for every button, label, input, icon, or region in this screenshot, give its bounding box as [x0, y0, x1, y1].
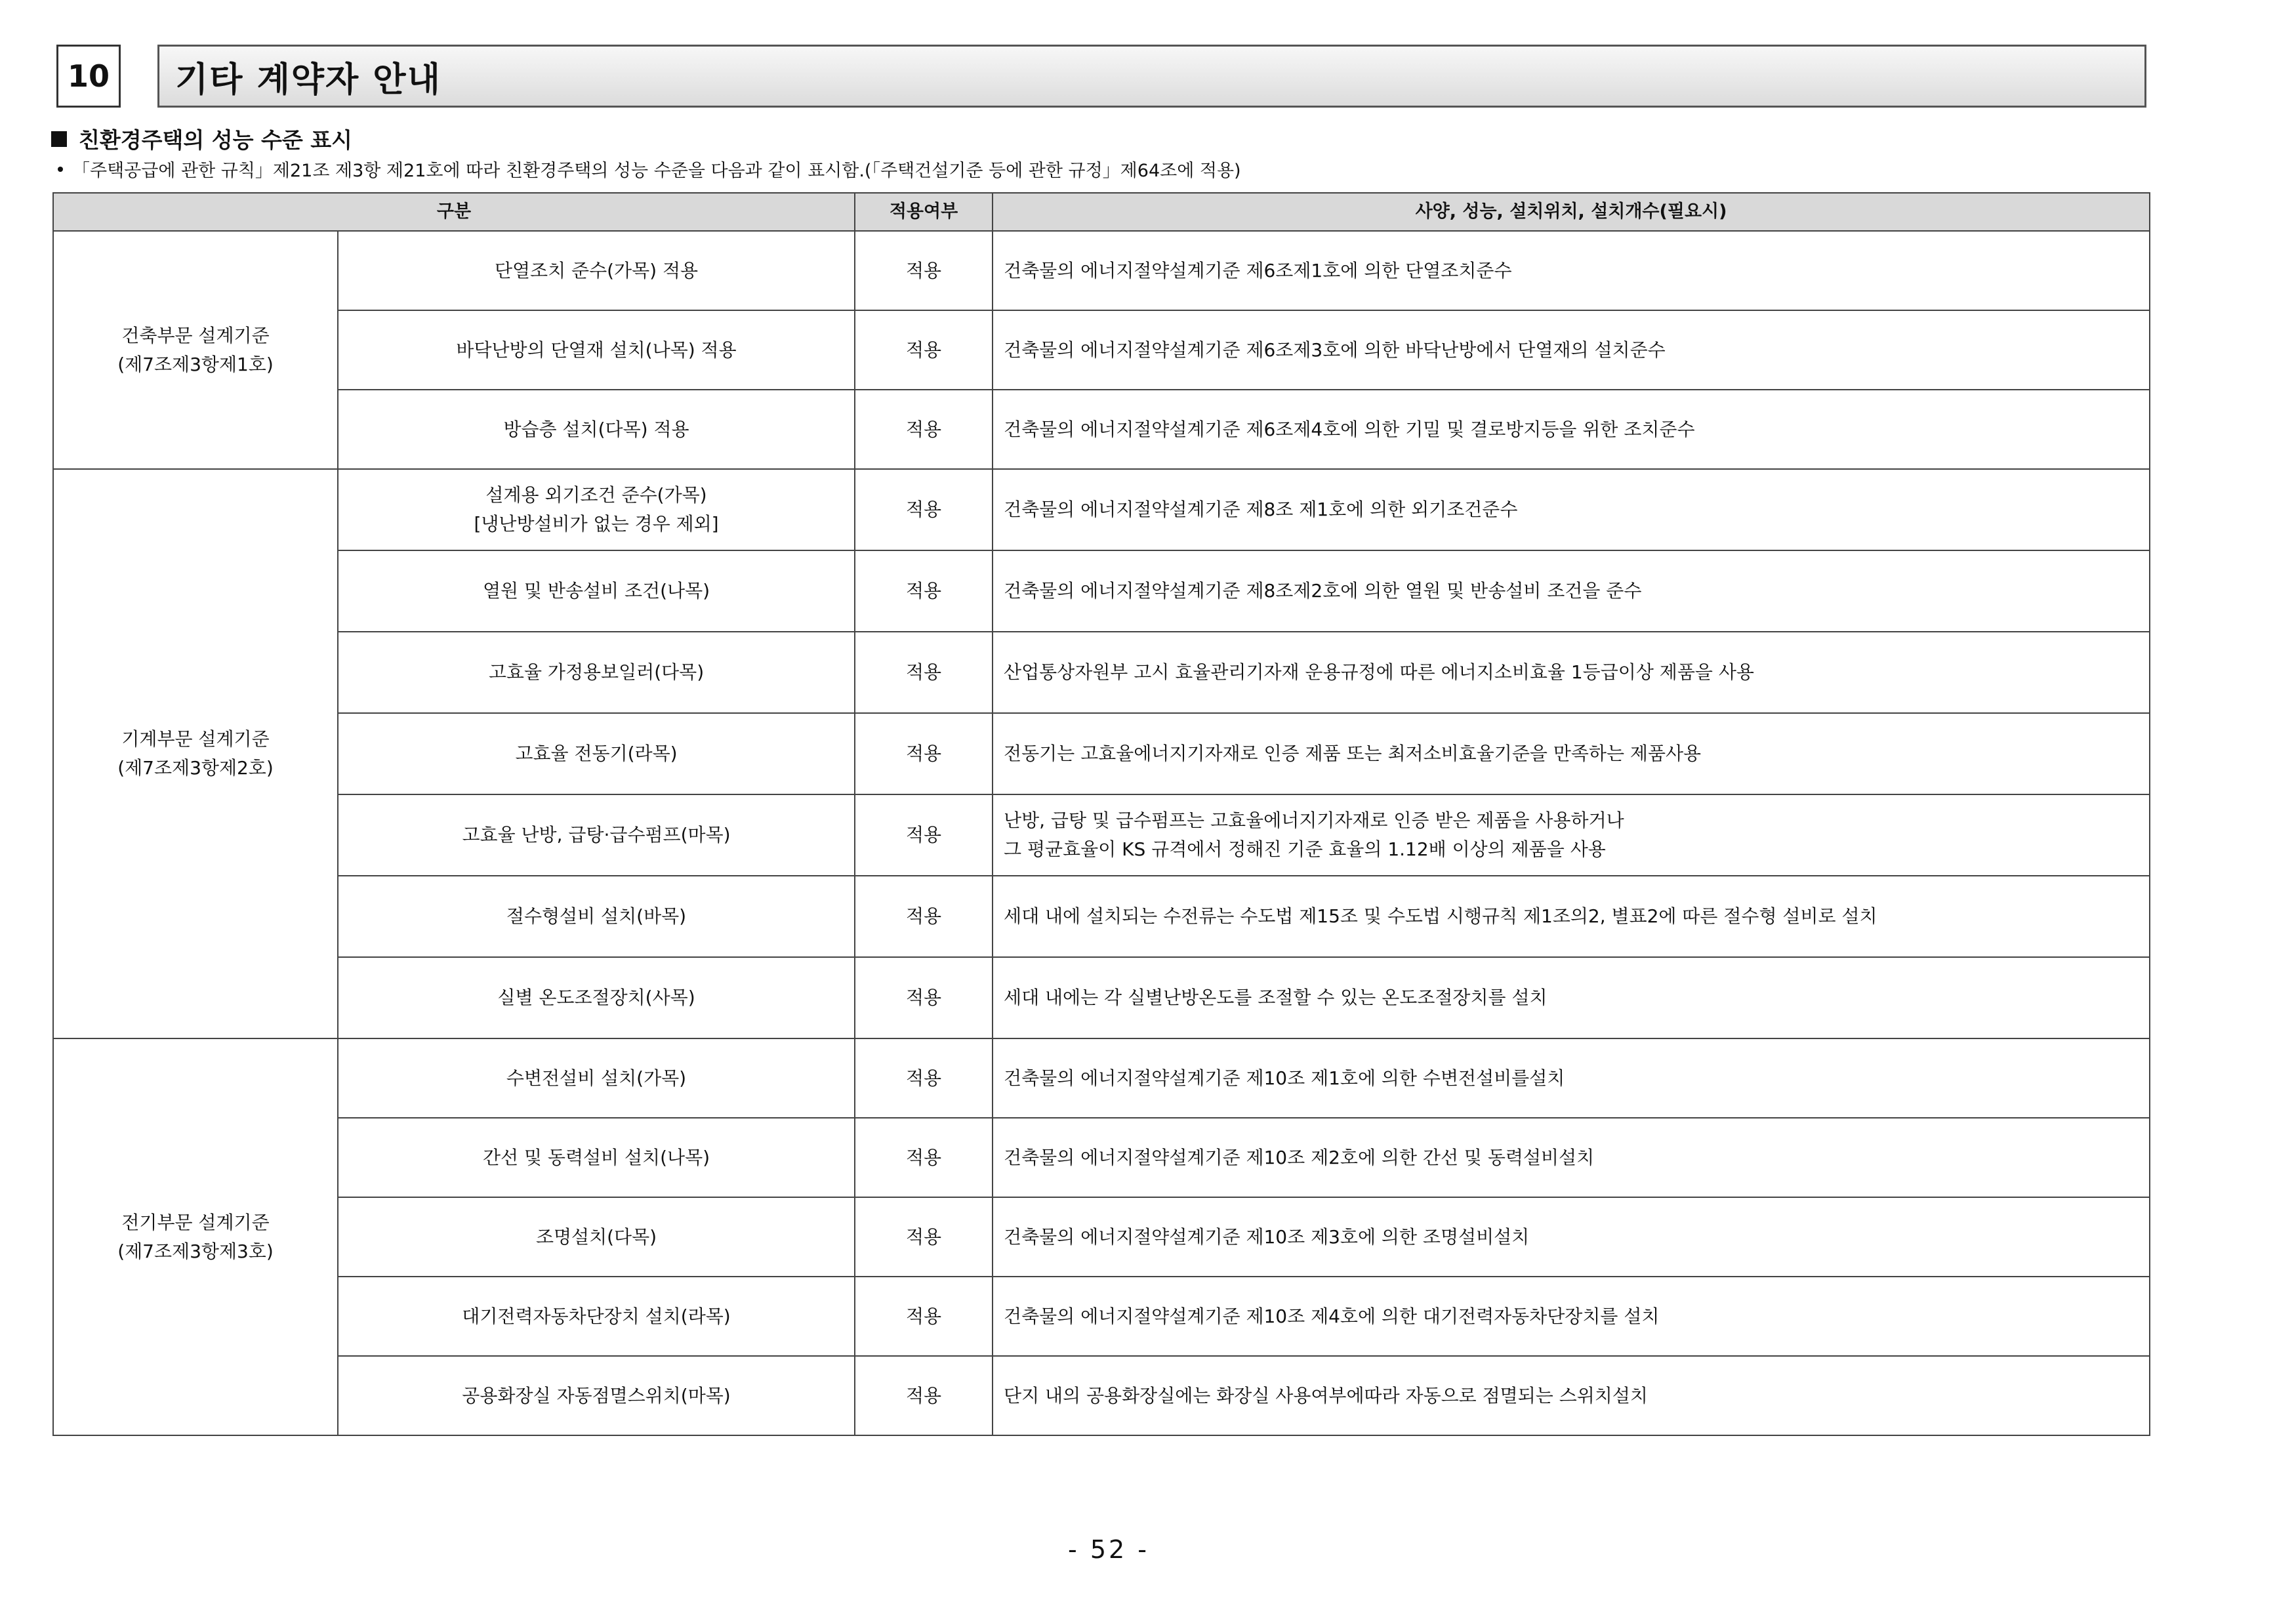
subheading-text: 친환경주택의 성능 수준 표시: [79, 127, 353, 153]
item-name: 조명설치(다목): [535, 1225, 657, 1248]
spec-cell: [993, 390, 2150, 469]
table-row: [53, 1277, 2150, 1356]
spec-text: 단지 내의 공용화장실에는 화장실 사용여부에따라 자동으로 점멸되는 스위치설치: [1004, 1384, 1648, 1406]
category-clause: (제7조제3항제3호): [117, 1240, 274, 1262]
spec-text: 세대 내에 설치되는 수전류는 수도법 제15조 및 수도법 시행규칙 제1조의2, 별표2에 따른 절수형 설비로 설치: [1004, 905, 1877, 927]
applied-cell: 적용: [855, 469, 993, 550]
category-cell: [53, 1038, 338, 1435]
spec-text: 건축물의 에너지절약설계기준 제8조제2호에 의한 열원 및 반송설비 조건을 준수: [1004, 580, 1642, 602]
item-name: 바닥난방의 단열재 설치(나목) 적용: [456, 339, 737, 361]
item-cell: [338, 1356, 855, 1435]
spec-cell: [993, 310, 2150, 390]
item-cell: [338, 469, 855, 550]
item-cell: [338, 1277, 855, 1356]
item-name: 고효율 전동기(라목): [515, 743, 678, 764]
bullet-icon: [58, 167, 63, 172]
category-clause: (제7조제3항제2호): [117, 757, 274, 779]
table-row: [53, 713, 2150, 794]
spec-cell: [993, 1038, 2150, 1118]
section-number: 10: [56, 45, 121, 108]
applied-cell: 적용: [855, 390, 993, 469]
subheading: [51, 123, 352, 154]
item-note: [냉난방설비가 없는 경우 제외]: [474, 513, 719, 535]
item-name: 수변전설비 설치(가목): [506, 1067, 687, 1089]
spec-cell: [993, 1277, 2150, 1356]
applied-cell: 적용: [855, 1118, 993, 1197]
item-name: 고효율 난방, 급탕·급수펌프(마목): [462, 824, 731, 846]
spec-text: 세대 내에는 각 실별난방온도를 조절할 수 있는 온도조절장치를 설치: [1004, 987, 1548, 1008]
table-row: [53, 390, 2150, 469]
header-category: 구분: [53, 193, 855, 231]
table-row: [53, 469, 2150, 550]
square-bullet-icon: [51, 131, 67, 147]
item-name: 대기전력자동차단장치 설치(라목): [462, 1305, 731, 1327]
table-row: [53, 876, 2150, 957]
category-name: 전기부문 설계기준: [121, 1211, 270, 1233]
item-cell: [338, 794, 855, 876]
item-cell: [338, 231, 855, 310]
applied-cell: 적용: [855, 550, 993, 632]
spec-cell: [993, 231, 2150, 310]
item-name: 열원 및 반송설비 조건(나목): [482, 580, 710, 602]
category-name: 건축부문 설계기준: [121, 324, 270, 346]
regulation-note: [58, 156, 1241, 182]
table-row: [53, 632, 2150, 713]
item-cell: [338, 1038, 855, 1118]
table-row: [53, 957, 2150, 1038]
item-cell: [338, 957, 855, 1038]
item-cell: [338, 1118, 855, 1197]
table-row: [53, 310, 2150, 390]
spec-cell: [993, 469, 2150, 550]
item-name: 방습층 설치(다목) 적용: [503, 418, 689, 440]
item-name: 실별 온도조절장치(사목): [497, 987, 695, 1008]
page-number: - 52 -: [1068, 1535, 1149, 1564]
item-name: 공용화장실 자동점멸스위치(마목): [462, 1384, 731, 1406]
table-row: [53, 550, 2150, 632]
applied-cell: 적용: [855, 632, 993, 713]
applied-cell: 적용: [855, 1277, 993, 1356]
applied-cell: 적용: [855, 310, 993, 390]
applied-cell: 적용: [855, 1197, 993, 1277]
spec-cell: [993, 957, 2150, 1038]
spec-cell: [993, 713, 2150, 794]
category-clause: (제7조제3항제1호): [117, 353, 274, 375]
table-row: [53, 231, 2150, 310]
spec-cell: [993, 1197, 2150, 1277]
header-spec: 사양, 성능, 설치위치, 설치개수(필요시): [993, 193, 2150, 231]
item-cell: [338, 713, 855, 794]
item-cell: [338, 390, 855, 469]
item-cell: [338, 310, 855, 390]
table-row: [53, 794, 2150, 876]
section-title: 기타 계약자 안내: [157, 45, 2146, 108]
item-cell: [338, 550, 855, 632]
regulation-note-text: 「주택공급에 관한 규칙」제21조 제3항 제21호에 따라 친환경주택의 성능 수준을 다음과 같이 표시함.(「주택건설기준 등에 관한 규정」제64조에 적용): [72, 161, 1241, 181]
spec-cell: [993, 876, 2150, 957]
item-name: 단열조치 준수(가목) 적용: [494, 259, 699, 281]
item-cell: [338, 1197, 855, 1277]
header-applied: 적용여부: [855, 193, 993, 231]
applied-cell: 적용: [855, 1356, 993, 1435]
applied-cell: 적용: [855, 876, 993, 957]
applied-cell: 적용: [855, 957, 993, 1038]
item-name: 절수형설비 설치(바목): [506, 905, 687, 927]
item-name: 고효율 가정용보일러(다목): [488, 661, 705, 683]
spec-text: 건축물의 에너지절약설계기준 제6조제1호에 의한 단열조치준수: [1004, 259, 1512, 281]
applied-cell: 적용: [855, 1038, 993, 1118]
category-name: 기계부문 설계기준: [121, 728, 270, 750]
item-name: 설계용 외기조건 준수(가목): [485, 484, 707, 506]
applied-cell: 적용: [855, 794, 993, 876]
table-row: [53, 1356, 2150, 1435]
table-row: [53, 1197, 2150, 1277]
spec-text: 건축물의 에너지절약설계기준 제10조 제3호에 의한 조명설비설치: [1004, 1225, 1530, 1248]
category-cell: [53, 231, 338, 469]
item-cell: [338, 876, 855, 957]
table-row: [53, 1118, 2150, 1197]
spec-text: 건축물의 에너지절약설계기준 제6조제4호에 의한 기밀 및 결로방지등을 위한 조치준수: [1004, 418, 1695, 440]
category-cell: [53, 469, 338, 1038]
spec-text: 건축물의 에너지절약설계기준 제8조 제1호에 의한 외기조건준수: [1004, 499, 1518, 520]
table-row: [53, 1038, 2150, 1118]
table-header-row: [53, 193, 2150, 231]
spec-text: 산업통상자원부 고시 효율관리기자재 운용규정에 따른 에너지소비효율 1등급이상 제품을 사용: [1004, 661, 1754, 683]
spec-text: 건축물의 에너지절약설계기준 제10조 제1호에 의한 수변전설비를설치: [1004, 1067, 1565, 1089]
item-name: 간선 및 동력설비 설치(나목): [482, 1146, 710, 1168]
spec-text: 전동기는 고효율에너지기자재로 인증 제품 또는 최저소비효율기준을 만족하는 제품사용: [1004, 743, 1702, 764]
spec-cell: [993, 1118, 2150, 1197]
applied-cell: 적용: [855, 713, 993, 794]
spec-cell: [993, 1356, 2150, 1435]
spec-text: 난방, 급탕 및 급수펌프는 고효율에너지기자재로 인증 받은 제품을 사용하거나: [1004, 810, 1624, 831]
eco-housing-performance-table: [52, 192, 2150, 1436]
spec-cell: [993, 794, 2150, 876]
spec-cell: [993, 550, 2150, 632]
spec-cell: [993, 632, 2150, 713]
applied-cell: 적용: [855, 231, 993, 310]
spec-text-cont: 그 평균효율이 KS 규격에서 정해진 기준 효율의 1.12배 이상의 제품을 사용: [1004, 838, 1606, 860]
spec-text: 건축물의 에너지절약설계기준 제6조제3호에 의한 바닥난방에서 단열재의 설치준수: [1004, 339, 1666, 361]
spec-text: 건축물의 에너지절약설계기준 제10조 제2호에 의한 간선 및 동력설비설치: [1004, 1146, 1595, 1168]
item-cell: [338, 632, 855, 713]
spec-text: 건축물의 에너지절약설계기준 제10조 제4호에 의한 대기전력자동차단장치를 설치: [1004, 1305, 1660, 1327]
